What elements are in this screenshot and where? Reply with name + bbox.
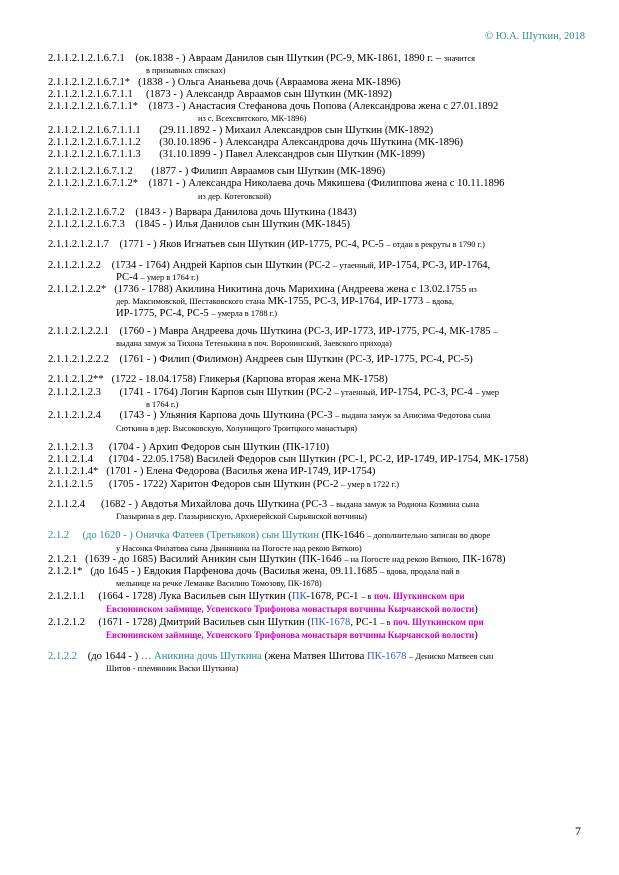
entry: 2.1.1.2.1.2.1.6.7.1.1.2 (30.10.1896 - ) Александра Александрова дочь Шуткина (МК-1896) xyxy=(48,136,464,148)
entry: 2.1.1.2.1.2.2.1 (1760 - ) Мавра Андреева дочь Шуткина (РС-3, ИР-1773, ИР-1775, РС-4, МК-1785 – xyxy=(48,325,498,337)
entry: 2.1.1.2.1.2.1.6.7.1 (ок.1838 - ) Авраам Данилов сын Шуткин (РС-9, МК-1861, 1890 г. – значится xyxy=(48,53,475,64)
entry-note: из дер. Котеговской) xyxy=(198,191,271,201)
entry-note: выдана замуж за Тихона Тетенькина в поч. Воронинский, Заевского прихода) xyxy=(116,338,392,348)
entry: 2.1.1.2.1.2.1.6.7.2 (1843 - ) Варвара Данилова дочь Шуткина (1843) xyxy=(48,207,357,219)
entry: 2.1.1.2.1.2.2.2 (1761 - ) Филип (Филимон) Андреев сын Шуткин (РС-3, ИР-1775, РС-4, РС-5) xyxy=(48,354,473,366)
entry: 2.1.1.2.1.2.2* (1736 - 1788) Акилина Никитина дочь Марихина (Андреева жена с 13.02.1755 из xyxy=(48,284,477,296)
entry: 2.1.1.2.1.2.3 (1741 - 1764) Логин Карпов сын Шуткин (РС-2 – утаенный, ИР-1754, РС-3, РС-4 – умер xyxy=(48,386,499,398)
entry-note: Глазырина в дер. Глазыринскую, Архиерейской Сырьянской вотчины) xyxy=(116,511,367,521)
entry: 2.1.1.2.1.2.1.6.7.1.1.3 (31.10.1899 - ) Павел Александров сын Шуткин (МК-1899) xyxy=(48,149,425,161)
entry: 2.1.1.2.1.2.1.6.7.3 (1845 - ) Илья Данилов сын Шуткин (МК-1845) xyxy=(48,219,351,231)
entry-note: в 1764 г.) xyxy=(146,399,179,409)
entry: 2.1.1.2.1.4* (1701 - ) Елена Федорова (Василья жена ИР-1749, ИР-1754) xyxy=(48,466,376,478)
entry: 2.1.1.2.1.3 (1704 - ) Архип Федоров сын Шуткин (ПК-1710) xyxy=(48,441,330,453)
entry: 2.1.1.2.1.2.2 (1734 - 1764) Андрей Карпов сын Шуткин (РС-2 – утаенный, ИР-1754, РС-3, ИР-1764, xyxy=(48,259,491,271)
entry: 2.1.1.2.1.2.1.7 (1771 - ) Яков Игнатьев сын Шуткин (ИР-1775, РС-4, РС-5 – отдан в рекруты в 1790 г.) xyxy=(48,239,485,251)
entry-cont: Евсюнинском займище, Успенского Трифонова монастыря вотчины Кырчанской волости) xyxy=(106,603,478,615)
entry-note: мельнице на речке Леманке Василию Томозову, ПК-1678) xyxy=(116,579,322,589)
entry: 2.1.1.2.1.2.4 (1743 - ) Ульяния Карпова дочь Шуткина (РС-3 – выдана замуж за Анисима Федотова сына xyxy=(48,410,491,422)
entry-note: Шитов - племянник Васки Шуткина) xyxy=(106,663,239,673)
entry-note: у Насонка Филатова сына Двинянина на Погосте над рекою Вяткою) xyxy=(116,543,362,553)
entry-note: в призывных списках) xyxy=(146,66,226,76)
entry: 2.1.1.2.1.2.1.6.7.1.2 (1877 - ) Филипп Авраамов сын Шуткин (МК-1896) xyxy=(48,166,386,178)
entry-cont: Евсюнинском займище, Успенского Трифонова монастыря вотчины Кырчанской волости) xyxy=(106,630,478,642)
copyright: © Ю.А. Шуткин, 2018 xyxy=(485,31,585,42)
entry: 2.1.1.2.1.2** (1722 - 18.04.1758) Гликерья (Карпова вторая жена МК-1758) xyxy=(48,374,388,386)
entry-cont: дер. Максимовской, Шестаковского стана МК-1755, РС-3, ИР-1764, ИР-1773 – вдова, xyxy=(116,296,454,308)
entry: 2.1.2.2 (до 1644 - ) … Аникина дочь Шуткина (жена Матвея Шитова ПК-1678 – Дениско Матвеев сын xyxy=(48,650,494,662)
entry: 2.1.1.2.1.2.1.6.7.1.1* (1873 - ) Анастасия Стефанова дочь Попова (Александрова жена с 27.01.1892 xyxy=(48,101,499,113)
entry-note: из с. Всехсвятского, МК-1896) xyxy=(198,114,307,124)
page-number: 7 xyxy=(575,824,581,838)
entry: 2.1.2.1 (1639 - до 1685) Василий Аникин сын Шуткин (ПК-1646 – на Погосте над рекою Вяткою, ПК-1678) xyxy=(48,553,506,565)
entry: 2.1.1.2.4 (1682 - ) Авдотья Михайлова дочь Шуткина (РС-3 – выдана замуж за Родиона Козмина сына xyxy=(48,498,480,510)
entry: 2.1.2.1* (до 1645 - ) Евдокия Парфенова дочь (Василья жена, 09.11.1685 – вдова, продала пай в xyxy=(48,566,460,578)
entry-note: Сюткина в дер. Высоковскую, Холунищого Троитцкого манастыря) xyxy=(116,423,357,433)
entry-cont: ИР-1775, РС-4, РС-5 – умерла в 1788 г.) xyxy=(116,308,278,320)
genealogy-list xyxy=(48,53,591,674)
entry-cont: РС-4 – умер в 1764 г.) xyxy=(116,271,199,283)
entry: 2.1.1.2.1.2.1.6.7.1.1 (1873 - ) Александр Авраамов сын Шуткин (МК-1892) xyxy=(48,88,392,100)
entry: 2.1.1.2.1.2.1.6.7.1.2* (1871 - ) Александра Николаева дочь Мякишева (Филиппова жена с 10.11.1896 xyxy=(48,178,505,190)
entry: 2.1.1.2.1.4 (1704 - 22.05.1758) Василей Федоров сын Шуткин (РС-1, РС-2, ИР-1749, ИР-1754, МК-1758) xyxy=(48,454,529,466)
entry: 2.1.1.2.1.5 (1705 - 1722) Харитон Федоров сын Шуткин (РС-2 – умер в 1722 г.) xyxy=(48,478,400,490)
entry: 2.1.2 (до 1620 - ) Оничка Фатеев (Третьяков) сын Шуткин (ПК-1646 – дополнительно записан во дворе xyxy=(48,530,491,542)
entry: 2.1.2.1.2 (1671 - 1728) Дмитрий Васильев сын Шуткин (ПК-1678, РС-1 – в поч. Шуткинском при xyxy=(48,617,484,629)
entry: 2.1.2.1.1 (1664 - 1728) Лука Васильев сын Шуткин (ПК-1678, РС-1 – в поч. Шуткинском при xyxy=(48,590,465,602)
entry: 2.1.1.2.1.2.1.6.7.1.1.1 (29.11.1892 - ) Михаил Александров сын Шуткин (МК-1892) xyxy=(48,124,434,136)
entry: 2.1.1.2.1.2.1.6.7.1* (1838 - ) Ольга Ананьева дочь (Авраамова жена МК-1896) xyxy=(48,76,401,88)
